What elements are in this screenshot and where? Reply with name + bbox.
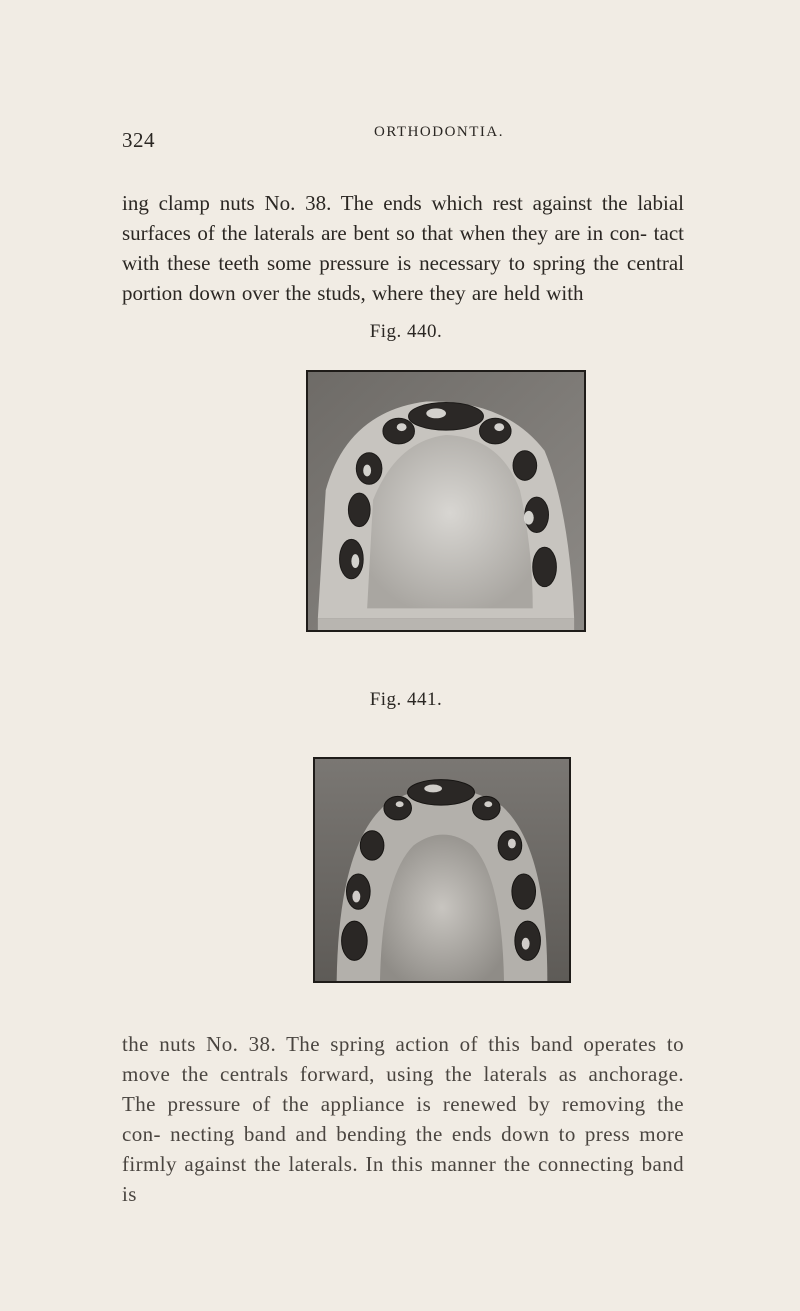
dental-cast-photo-icon	[315, 759, 569, 981]
paragraph-top: ing clamp nuts No. 38. The ends which rest against the labial surfaces of the laterals are bent so that when they are in con- tact with these teeth some pressure is necessary to spring the central portion down over the studs, where they are held with	[122, 191, 684, 305]
figure-440-caption: Fig. 440.	[369, 321, 443, 342]
figure-441-caption: Fig. 441.	[369, 689, 443, 710]
page-number: 324	[122, 128, 155, 152]
figure-441	[313, 757, 571, 983]
figure-440	[306, 370, 586, 632]
paragraph-bottom: the nuts No. 38. The spring action of this band operates to move the centrals forward, using the laterals as anchorage. The pressure of the appliance is renewed by removing the con- necting band and bending the ends down to press more firmly against the laterals. In this manner the connecting band is	[122, 1032, 684, 1206]
running-head: ORTHODONTIA.	[374, 124, 505, 140]
dental-cast-photo-icon	[308, 372, 584, 630]
